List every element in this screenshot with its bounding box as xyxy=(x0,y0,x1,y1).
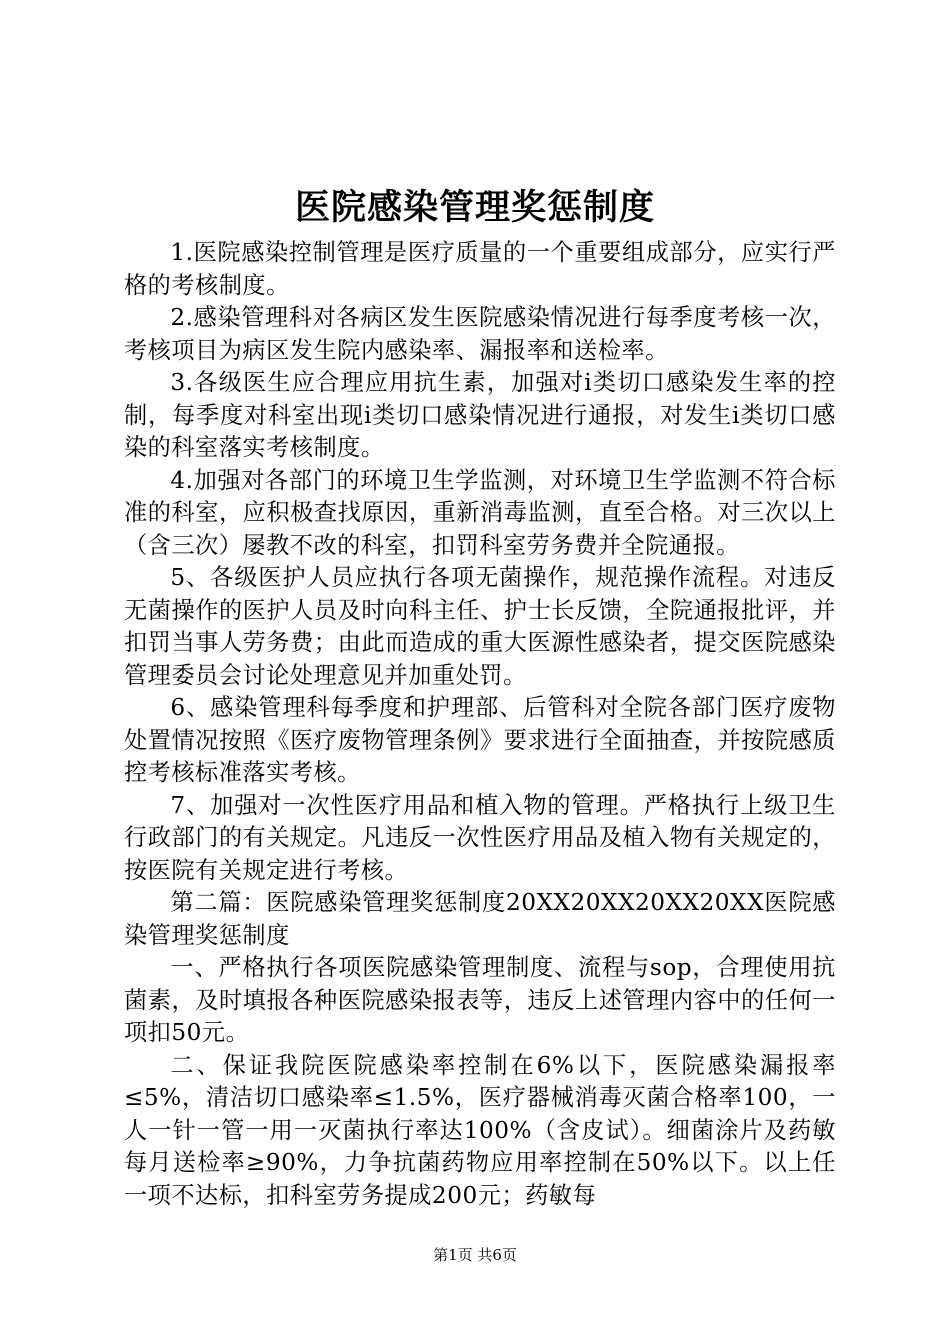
paragraph-4: 4.加强对各部门的环境卫生学监测，对环境卫生学监测不符合标准的科室，应积极查找原因，重新消毒监测，直至合格。对三次以上（含三次）屡教不改的科室，扣罚科室劳务费并全院通报。 xyxy=(124,466,836,559)
page-footer: 第1页 共6页 xyxy=(433,1246,517,1264)
document-body xyxy=(124,237,836,1212)
paragraph-6: 6、感染管理科每季度和护理部、后管科对全院各部门医疗废物处置情况按照《医疗废物管理条例》要求进行全面抽查，并按院感质控考核标准落实考核。 xyxy=(124,694,836,786)
document-title: 医院感染管理奖惩制度 xyxy=(294,188,655,228)
paragraph-3: 3.各级医生应合理应用抗生素，加强对ⅰ类切口感染发生率的控制，每季度对科室出现ⅰ类切口感染情况进行通报，对发生ⅰ类切口感染的科室落实考核制度。 xyxy=(124,369,836,461)
paragraph-2: 2.感染管理科对各病区发生医院感染情况进行每季度考核一次，考核项目为病区发生院内感染率、漏报率和送检率。 xyxy=(124,304,836,364)
paragraph-1: 1.医院感染控制管理是医疗质量的一个重要组成部分，应实行严格的考核制度。 xyxy=(124,239,836,299)
paragraph-7: 7、加强对一次性医疗用品和植入物的管理。严格执行上级卫生行政部门的有关规定。凡违反一次性医疗用品及植入物有关规定的，按医院有关规定进行考核。 xyxy=(124,791,836,884)
paragraph-5: 5、各级医护人员应执行各项无菌操作，规范操作流程。对违反无菌操作的医护人员及时向科主任、护士长反馈，全院通报批评，并扣罚当事人劳务费；由此而造成的重大医源性感染者，提交医院感染管理委员会讨论处理意见并加重处罚。 xyxy=(124,564,836,689)
rule-item-2: 二、保证我院医院感染率控制在6%以下，医院感染漏报率≤5%，清洁切口感染率≤1.5%，医疗器械消毒灭菌合格率100，一人一针一管一用一灭菌执行率达100%（含皮试）。细菌涂片及药敏每月送检率≥90%，力争抗菌药物应用率控制在50%以下。以上任一项不达标，扣科室劳务提成200元；药敏每 xyxy=(124,1051,836,1209)
rule-item-1: 一、严格执行各项医院感染管理制度、流程与sop，合理使用抗菌素，及时填报各种医院感染报表等，违反上述管理内容中的任何一项扣50元。 xyxy=(124,954,836,1046)
section-heading-part-two: 第二篇：医院感染管理奖惩制度20XX20XX20XX20XX医院感染管理奖惩制度 xyxy=(124,889,836,949)
